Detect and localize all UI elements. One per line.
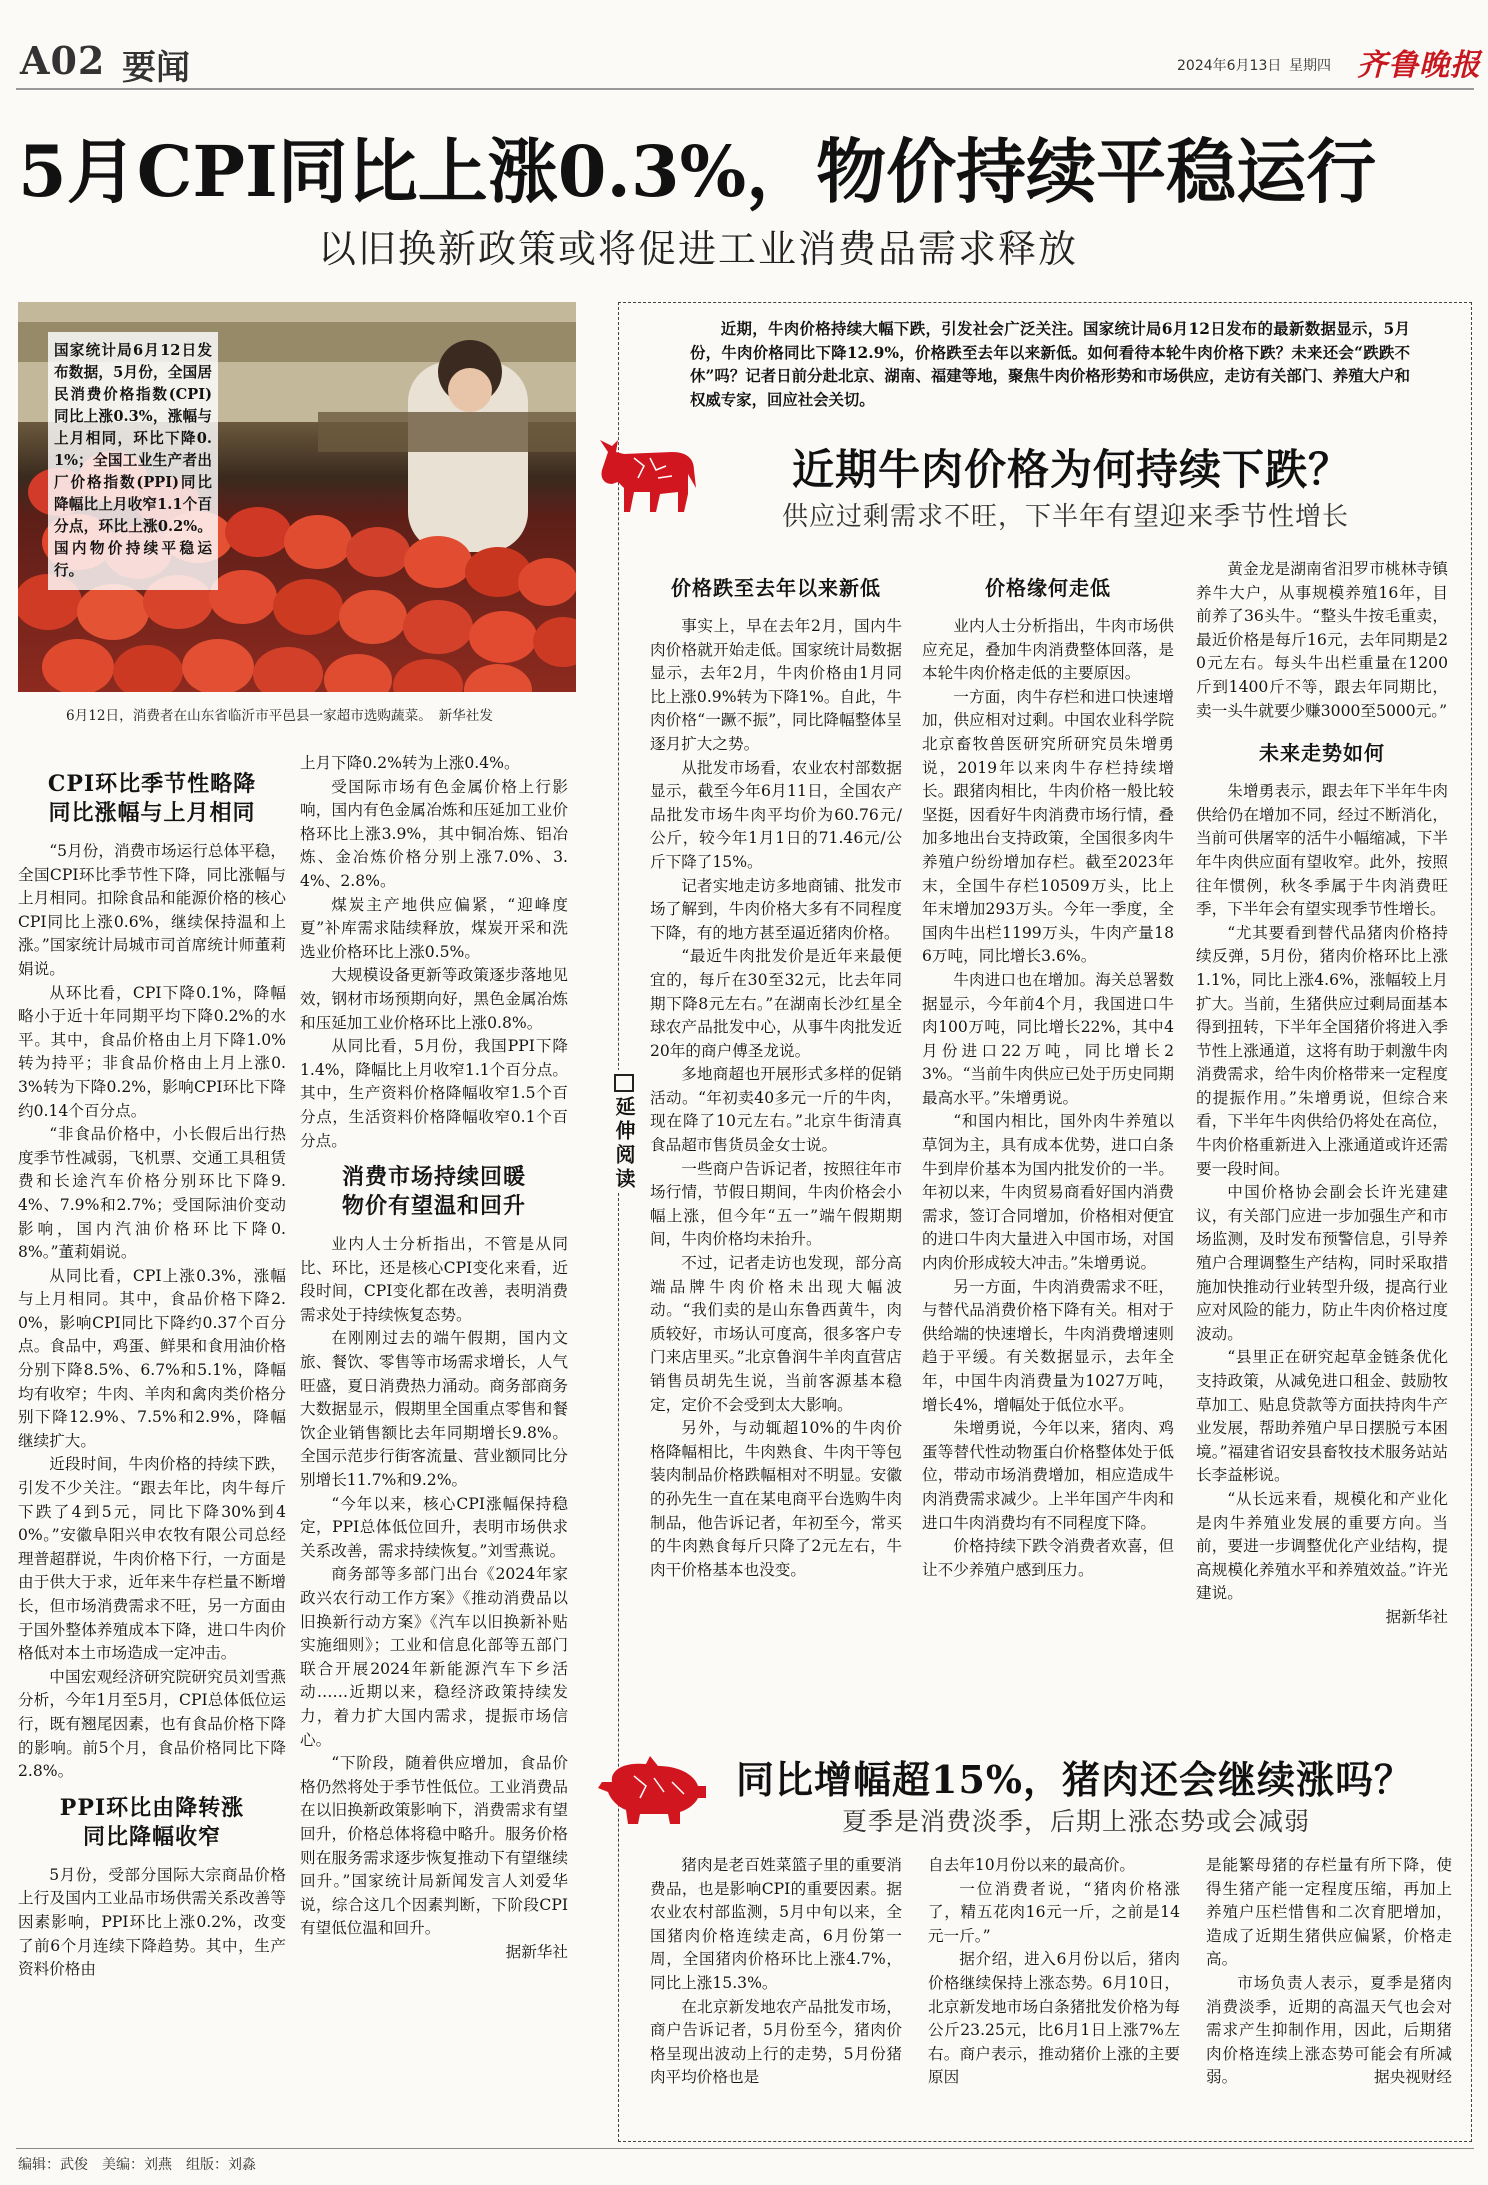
paragraph: 在刚刚过去的端午假期，国内文旅、餐饮、零售等市场需求增长，人气旺盛，夏日消费热力涌动。商务部商务大数据显示，假期里全国重点零售和餐饮企业销售额比去年同期增长9.8%。全国示范步行街客流量、营业额同比分别增长11.7%和9.2%。 (300, 1329, 568, 1490)
section-name: 要闻 (122, 48, 190, 88)
paragraph: “非食品价格中，小长假后出行热度季节性减弱，飞机票、交通工具租赁费和长途汽车价格分别环比下降9.4%、7.9%和2.7%；受国际油价变动影响，国内汽油价格环比下降0.8%。”董莉娟说。 (18, 1125, 286, 1262)
paragraph: “5月份，消费市场运行总体平稳，全国CPI环比季节性下降，同比涨幅与上月相同。扣除食品和能源价格的核心CPI同比上涨0.6%，继续保持温和上涨。”国家统计局城市司首席统计师董莉娟说。 (18, 842, 286, 978)
paragraph: 一些商户告诉记者，按照往年市场行情，节假日期间，牛肉价格会小幅上涨，但今年“五一”端午假期期间，牛肉价格均未抬升。 (650, 1159, 902, 1249)
headline: 5月CPI同比上涨0.3%，物价持续平稳运行 (18, 130, 1377, 213)
page-number: A02 (20, 38, 106, 83)
paragraph: 牛肉进口也在增加。海关总署数据显示，今年前4个月，我国进口牛肉100万吨，同比增长22%，其中4月份进口22万吨，同比增长23%。“当前牛肉供应已处于历史同期最高水平。”朱增勇说。 (922, 970, 1174, 1107)
editor-credits: 编辑：武俊 美编：刘燕 组版：刘淼 (18, 2157, 256, 2173)
beef-column-3 (1196, 558, 1448, 1748)
paragraph: 业内人士分析指出，牛肉市场供应充足，叠加牛肉消费整体回落，是本轮牛肉价格走低的主要原因。 (922, 617, 1174, 683)
pork-title: 同比增幅超15%，猪肉还会继续涨吗？ (736, 1757, 1413, 1802)
masthead (0, 0, 1488, 96)
paragraph: “和国内相比，国外肉牛养殖以草饲为主，具有成本优势，进口白条牛到岸价基本为国内批发价的一半。年初以来，牛肉贸易商看好国内消费需求，签订合同增加，价格相对便宜的进口牛肉大量进入中国市场，对国内肉价形成较大冲击。”朱增勇说。 (922, 1112, 1174, 1273)
paragraph: 一位消费者说，“猪肉价格涨了，精五花肉16元一斤，之前是14元一斤。” (928, 1879, 1180, 1945)
paragraph: “县里正在研究起草金链条优化支持政策，从减免进口租金、鼓励牧草加工、贴息贷款等方面扶持肉牛产业发展，帮助养殖户早日摆脱亏本困境。”福建省诏安县畜牧技术服务站站长李益彬说。 (1196, 1348, 1448, 1485)
cow-icon (594, 430, 704, 516)
beef-intro: 近期，牛肉价格持续大幅下跌，引发社会广泛关注。国家统计局6月12日发布的最新数据显示，5月份，牛肉价格同比下降12.9%，价格跌至去年以来新低。如何看待本轮牛肉价格下跌？未来还会“跌跌不休”吗？记者日前分赴北京、湖南、福建等地，聚焦牛肉价格形势和市场供应，走访有关部门、养殖大户和权威专家，回应社会关切。 (690, 320, 1410, 409)
issue-weekday: 星期四 (1289, 58, 1331, 74)
beef-title: 近期牛肉价格为何持续下跌？ (792, 445, 1352, 494)
paragraph: 记者实地走访多地商铺、批发市场了解到，牛肉价格大多有不同程度下降，有的地方甚至逼近猪肉价格。 (650, 876, 902, 942)
news-photo (18, 302, 576, 692)
paragraph: 朱增勇说，今年以来，猪肉、鸡蛋等替代性动物蛋白价格整体处于低位，带动市场消费增加，相应造成牛肉消费需求减少。上半年国产牛肉和进口牛肉消费均有不同程度下降。 (922, 1419, 1174, 1532)
paragraph: 5月份，受部分国际大宗商品价格上行及国内工业品市场供需关系改善等因素影响，PPI环比上涨0.2%，改变了前6个月连续下降趋势。其中，生产资料价格由 (18, 1865, 286, 1979)
consumption-subhead: 消费市场持续回暖 物价有望温和回升 (341, 1164, 526, 1220)
paragraph: 近段时间，牛肉价格的持续下跌，引发不少关注。“跟去年比，肉牛每斤下跌了4到5元，同比下降30%到40%。”安徽阜阳兴申农牧有限公司总经理普超群说，牛肉价格下行，一方面是由于供大于求，近年来牛存栏量不断增长，但市场消费需求不旺，另一方面由于国外整体养殖成本下降，进口牛肉价格低对本土市场造成一定冲击。 (18, 1455, 286, 1663)
paragraph: 商务部等多部门出台《2024年家政兴农行动工作方案》《推动消费品以旧换新行动方案》《汽车以旧换新补贴实施细则》；工业和信息化部等五部门联合开展2024年新能源汽车下乡活动……近期以来，稳经济政策持续发力，着力扩大国内需求，提振市场信心。 (300, 1565, 568, 1749)
masthead-rule (16, 88, 1474, 90)
tag-box (614, 1074, 634, 1092)
paragraph: 另外，与动辄超10%的牛肉价格降幅相比，牛肉熟食、牛肉干等包装肉制品价格跌幅相对不明显。安徽的孙先生一直在某电商平台选购牛肉制品，他告诉记者，年初至今，常买的牛肉熟食每斤只降了2元左右，牛肉干价格基本也没变。 (650, 1419, 902, 1579)
paragraph: 市场负责人表示，夏季是猪肉消费淡季，近期的高温天气也会对需求产生抑制作用，因此，后期猪肉价格连续上涨态势可能会有所减弱。 (1206, 1973, 1452, 2087)
ppi-subhead: PPI环比由降转涨 同比降幅收窄 (59, 1794, 245, 1850)
paragraph: “从长远来看，规模化和产业化是肉牛养殖业发展的重要方向。当前，要进一步调整优化产业结构，提高规模化养殖水平和养殖效益。”许光建说。 (1196, 1489, 1448, 1603)
paragraph: 从批发市场看，农业农村部数据显示，截至今年6月11日，全国农产品批发市场牛肉平均价为60.76元/公斤，较今年1月1日的71.46元/公斤下降了15%。 (650, 758, 902, 871)
pork-column-1 (650, 1854, 902, 2114)
issue-date: 2024年6月13日 (1177, 58, 1282, 74)
paragraph: 朱增勇表示，跟去年下半年牛肉供给仍在增加不同，经过不断消化，当前可供屠宰的活牛小幅缩减，下半年牛肉供应面有望收窄。此外，按照往年惯例，秋冬季属于牛肉消费旺季，下半年会有望实现季节性增长。 (1196, 782, 1448, 919)
paragraph: 黄金龙是湖南省汨罗市桃林寺镇养牛大户，从事规模养殖16年，目前养了36头牛。“整头牛按毛重卖，最近价格是每斤16元，去年同期是20元左右。每头牛出栏重量在1200斤到1400斤不等，跟去年同期比，卖一头牛就要少赚3000至5000元。” (1196, 560, 1448, 720)
beef-subhead-1: 价格跌至去年以来新低 (671, 576, 881, 600)
paragraph: 价格持续下跌令消费者欢喜，但让不少养殖户感到压力。 (922, 1537, 1174, 1579)
footer-rule (16, 2148, 1474, 2149)
pork-column-2 (928, 1854, 1180, 2114)
paragraph: 中国价格协会副会长许光建建议，有关部门应进一步加强生产和市场监测，及时发布预警信息，引导养殖户合理调整生产结构，同时采取措施加快推动行业转型升级，提高行业应对风险的能力，防止牛肉价格过度波动。 (1196, 1183, 1448, 1343)
photo-caption: 6月12日，消费者在山东省临沂市平邑县一家超市选购蔬菜。 新华社发 (66, 708, 493, 724)
paragraph: 是能繁母猪的存栏量有所下降，使得生猪产能一定程度压缩，再加上养殖户压栏惜售和二次育肥增加，造成了近期生猪供应偏紧，价格走高。 (1206, 1856, 1452, 1969)
paragraph: “下阶段，随着供应增加，食品价格仍然将处于季节性低位。工业消费品在以旧换新政策影响下，消费需求有望回升，价格总体将稳中略升。服务价格则在服务需求逐步恢复推动下有望继续回升。”国家统计局新闻发言人刘爱华说，综合这几个因素判断，下阶段CPI有望低位温和回升。 (300, 1754, 568, 1938)
source-credit: 据央视财经 (1374, 2068, 1452, 2087)
paragraph: “今年以来，核心CPI涨幅保持稳定，PPI总体低位回升，表明市场供求关系改善，需求持续恢复。”刘雪燕说。 (300, 1494, 568, 1560)
paragraph: 中国宏观经济研究院研究员刘雪燕分析，今年1月至5月，CPI总体低位运行，既有翘尾因素，也有食品价格下降的影响。前5个月，食品价格同比下降2.8%。 (18, 1667, 286, 1781)
paragraph: 大规模设备更新等政策逐步落地见效，钢材市场预期向好，黑色金属冶炼和压延加工业价格环比上涨0.8%。 (300, 966, 568, 1032)
beef-column-1 (650, 560, 902, 1750)
paper-logo: 齐鲁晚报 (1357, 48, 1481, 83)
beef-subtitle: 供应过剩需求不旺，下半年有望迎来季节性增长 (782, 502, 1350, 532)
paragraph: 猪肉是老百姓菜篮子里的重要消费品，也是影响CPI的重要因素。据农业农村部监测，5月中旬以来，全国猪肉价格连续走高，6月份第一周，全国猪肉价格环比上涨4.7%，同比上涨15.3%。 (650, 1856, 902, 1992)
paragraph: 受国际市场有色金属价格上行影响，国内有色金属冶炼和压延加工业价格环比上涨3.9%，其中铜冶炼、铝冶炼、金冶炼价格分别上涨7.0%、3.4%、2.8%。 (300, 777, 568, 890)
paragraph: 据介绍，进入6月份以后，猪肉价格继续保持上涨态势。6月10日，北京新发地市场白条猪批发价格为每公斤23.25元，比6月1日上涨7%左右。商户表示，推动猪价上涨的主要原因 (928, 1950, 1180, 2087)
source-credit: 据新华社 (1385, 1607, 1448, 1626)
beef-subhead-3: 未来走势如何 (1259, 741, 1385, 766)
paragraph: 从环比看，CPI下降0.1%，降幅略小于近十年同期平均下降0.2%的水平。其中，食品价格由上月下降1.0%转为持平；非食品价格由上月上涨0.3%转为下降0.2%，影响CPI环比下降约0.14个百分点。 (18, 983, 286, 1120)
paragraph: 多地商超也开展形式多样的促销活动。“年初卖40多元一斤的牛肉，现在降了10元左右。”北京牛街清真食品超市售货员金女士说。 (650, 1065, 902, 1155)
pork-column-3 (1206, 1854, 1452, 2134)
paragraph: 在北京新发地农产品批发市场，商户告诉记者，5月份至今，猪肉价格呈现出波动上行的走势，5月份猪肉平均价格也是 (650, 1997, 902, 2087)
cpi-subhead: CPI环比季节性略降 同比涨幅与上月相同 (47, 771, 257, 826)
beef-column-2 (922, 560, 1174, 1750)
paragraph: 不过，记者走访也发现，部分高端品牌牛肉价格未出现大幅波动。“我们卖的是山东鲁西黄牛，肉质较好，市场认可度高，很多客户专门来店里买。”北京鲁润牛羊肉直营店销售员胡先生说，当前客源基本稳定，定价不会受到太大影响。 (650, 1254, 902, 1414)
cpi-body-1 (18, 840, 286, 1784)
paragraph: 另一方面，牛肉消费需求不旺，与替代品消费价格下降有关。相对于供给端的快速增长，牛肉消费增速则趋于平缓。有关数据显示，去年全年，中国牛肉消费量为1027万吨，增长4%，增幅处于低位水平。 (922, 1277, 1174, 1414)
paragraph: 煤炭主产地供应偏紧，“迎峰度夏”补库需求陆续释放，煤炭开采和洗选业价格环比上涨0.5%。 (300, 895, 568, 961)
paragraph: 自去年10月份以来的最高价。 (928, 1856, 1135, 1874)
cpi-column-1 (18, 760, 286, 2160)
paragraph: 上月下降0.2%转为上涨0.4%。 (300, 754, 520, 772)
source-credit: 据新华社 (505, 1942, 568, 1961)
tag-text: 延伸阅读 (612, 1096, 636, 1192)
paragraph: “尤其要看到替代品猪肉价格持续反弹，5月份，猪肉价格环比上涨1.1%，同比上涨4.6%，涨幅较上月扩大。当前，生猪供应过剩局面基本得到扭转，下半年全国猪价将进入季节性上涨通道，这将有助于刺激牛肉消费需求，给牛肉价格带来一定程度的提振作用。”朱增勇说，但综合来看，下半年牛肉供给仍将处在高位，牛肉价格重新进入上涨通道或许还需要一段时间。 (1196, 923, 1448, 1178)
paragraph: 从同比看，CPI上涨0.3%，涨幅与上月相同。其中，食品价格下降2.0%，影响CPI同比下降约0.37个百分点。食品中，鸡蛋、鲜果和食用油价格分别下降8.5%、6.7%和5.1%，降幅均有收窄；牛肉、羊肉和禽肉类价格分别下降12.9%、7.5%和2.9%，降幅继续扩大。 (18, 1266, 286, 1450)
beef-subhead-2: 价格缘何走低 (985, 576, 1111, 600)
paragraph: 从同比看，5月份，我国PPI下降1.4%，降幅比上月收窄1.1个百分点。其中，生产资料价格降幅收窄1.5个百分点，生活资料价格降幅收窄0.1个百分点。 (300, 1037, 568, 1150)
paragraph: “最近牛肉批发价是近年来最便宜的，每斤在30至32元，比去年同期下降8元左右。”在湖南长沙红星全球农产品批发中心，从事牛肉批发近20年的商户傅圣龙说。 (650, 947, 902, 1060)
paragraph: 一方面，肉牛存栏和进口快速增加，供应相对过剩。中国农业科学院北京畜牧兽医研究所研究员朱增勇说，2019年以来肉牛存栏持续增长。跟猪肉相比，牛肉价格一般比较坚挺，因看好牛肉消费市场行情，叠加多地出台支持政策，全国很多肉牛养殖户纷纷增加存栏。截至2023年末，全国牛存栏10509万头，比上年末增加293万头。今年一季度，全国肉牛出栏1199万头，牛肉产量186万吨，同比增长3.6%。 (922, 687, 1174, 966)
photo-overlay-text: 国家统计局6月12日发布数据，5月份，全国居民消费价格指数(CPI)同比上涨0.3%，涨幅与上月相同，环比下降0.1%；全国工业生产者出厂价格指数(PPI)同比降幅比上月收窄1.1个百分点，环比上涨0.2%。国内物价持续平稳运行。 (48, 332, 218, 590)
cpi-column-2 (300, 752, 568, 2152)
extended-reading-tag (610, 1070, 638, 1192)
pig-icon (594, 1752, 710, 1828)
paragraph: 业内人士分析指出，不管是从同比、环比，还是核心CPI变化来看，近段时间，CPI变化都在改善，表明消费需求处于持续恢复态势。 (300, 1235, 568, 1324)
paragraph: 事实上，早在去年2月，国内牛肉价格就开始走低。国家统计局数据显示，去年2月，牛肉价格由1月同比上涨0.9%转为下降1%。自此，牛肉价格“一蹶不振”，同比降幅整体呈逐月扩大之势。 (650, 617, 902, 753)
pork-subtitle: 夏季是消费淡季，后期上涨态势或会减弱 (842, 1807, 1311, 1836)
subhead: 以旧换新政策或将促进工业消费品需求释放 (318, 227, 1079, 271)
